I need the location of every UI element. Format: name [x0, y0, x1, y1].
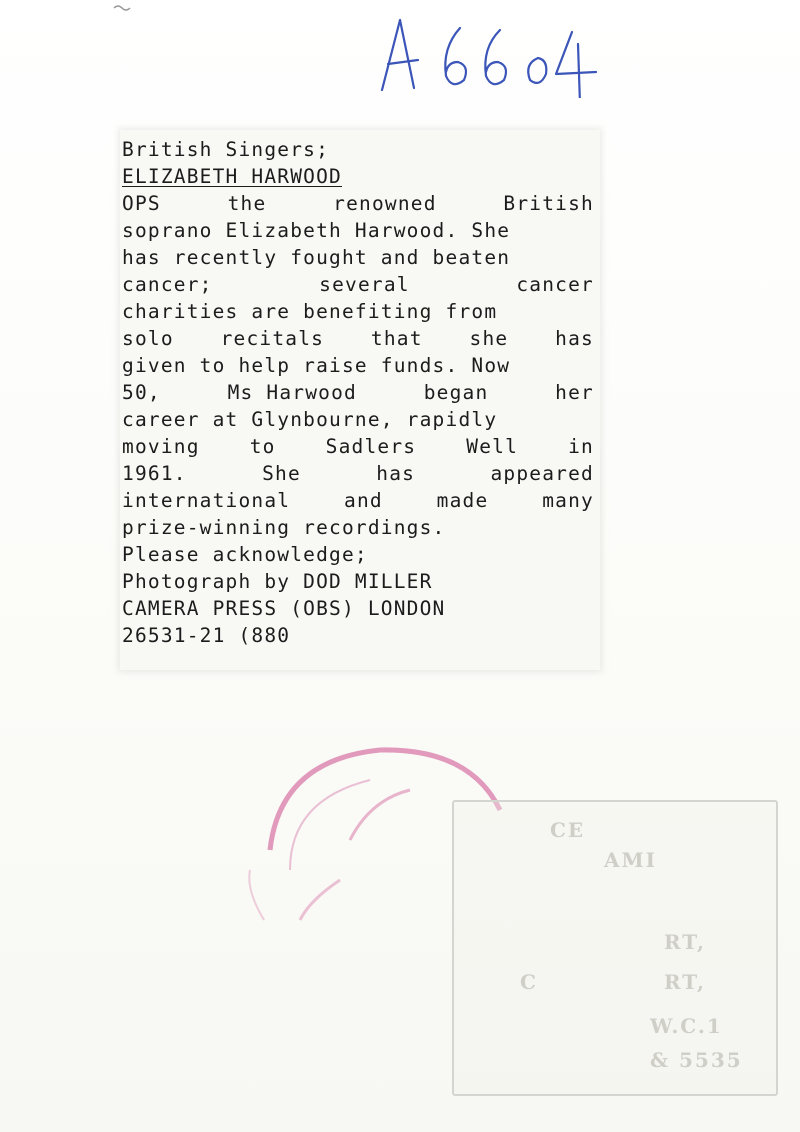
caption-agency: CAMERA PRESS (OBS) LONDON	[122, 597, 446, 620]
caption-word: OPS	[122, 192, 161, 215]
caption-word: She	[262, 462, 301, 485]
caption-word: in	[568, 435, 594, 458]
caption-word: appeared	[490, 462, 594, 485]
caption-body-line	[122, 433, 594, 460]
caption-word: career at Glynbourne, rapidly	[122, 408, 498, 431]
caption-word: began	[423, 381, 489, 404]
caption-word: her	[555, 381, 594, 404]
caption-word: solo	[122, 327, 174, 350]
caption-word: given to help raise funds. Now	[122, 354, 511, 377]
caption-word: several	[319, 273, 410, 296]
caption-word: the	[227, 192, 267, 215]
caption-word: has	[555, 327, 594, 350]
caption-category: British Singers;	[122, 138, 330, 161]
caption-acknowledge: Please acknowledge;	[122, 543, 368, 566]
caption-body-line	[122, 352, 600, 379]
caption-word: has	[376, 462, 416, 485]
caption-body-line	[122, 271, 594, 298]
caption-word: cancer	[516, 273, 594, 296]
corner-smudge	[110, 2, 140, 16]
caption-word: 50,	[122, 381, 161, 404]
caption-body-line	[122, 217, 600, 244]
caption-word: Well	[466, 435, 519, 458]
caption-word: 1961.	[122, 462, 187, 485]
caption-word: recitals	[220, 327, 325, 350]
caption-word: many	[542, 489, 594, 512]
stamp-line-6: W.C.1	[650, 1014, 723, 1038]
caption-ref-number: 26531-21 (880	[122, 624, 291, 647]
stamp-line-5: RT,	[664, 970, 706, 994]
stamp-line-7: & 5535	[650, 1048, 743, 1072]
faded-address-stamp	[452, 800, 778, 1096]
caption-body-line	[122, 298, 600, 325]
caption-word: to	[249, 435, 276, 458]
stamp-line-3: RT,	[664, 930, 706, 954]
handwritten-reference-number	[370, 8, 610, 98]
caption-body-line	[122, 514, 600, 541]
caption-body-line	[122, 190, 594, 217]
caption-credit: Photograph by DOD MILLER	[122, 570, 433, 593]
caption-word: made	[436, 489, 489, 512]
caption-body-line	[122, 244, 600, 271]
caption-word: she	[469, 327, 509, 350]
caption-word: soprano Elizabeth Harwood. She	[122, 219, 511, 242]
caption-body-line	[122, 325, 594, 352]
caption-word: that	[370, 327, 423, 350]
caption-subject: ELIZABETH HARWOOD	[122, 165, 342, 188]
caption-body-line	[122, 406, 600, 433]
caption-word: has recently fought and beaten	[122, 246, 511, 269]
caption-word: Sadlers	[325, 435, 417, 458]
caption-body-line	[122, 487, 594, 514]
caption-body	[122, 190, 600, 541]
stamp-line-1: CE	[550, 818, 586, 842]
caption-text	[122, 136, 600, 649]
caption-word: moving	[122, 435, 200, 458]
caption-word: renowned	[333, 192, 437, 215]
caption-word: international	[122, 489, 291, 512]
caption-word: charities are benefiting from	[122, 300, 498, 323]
caption-word: and	[344, 489, 383, 512]
caption-word: British	[503, 192, 594, 215]
caption-word: Ms Harwood	[227, 381, 357, 404]
stamp-line-4: C	[520, 970, 538, 994]
caption-body-line	[122, 460, 594, 487]
stamp-line-2: AMI	[604, 848, 658, 872]
caption-body-line	[122, 379, 594, 406]
caption-word: cancer;	[122, 273, 213, 296]
caption-word: prize-winning recordings.	[122, 516, 446, 539]
